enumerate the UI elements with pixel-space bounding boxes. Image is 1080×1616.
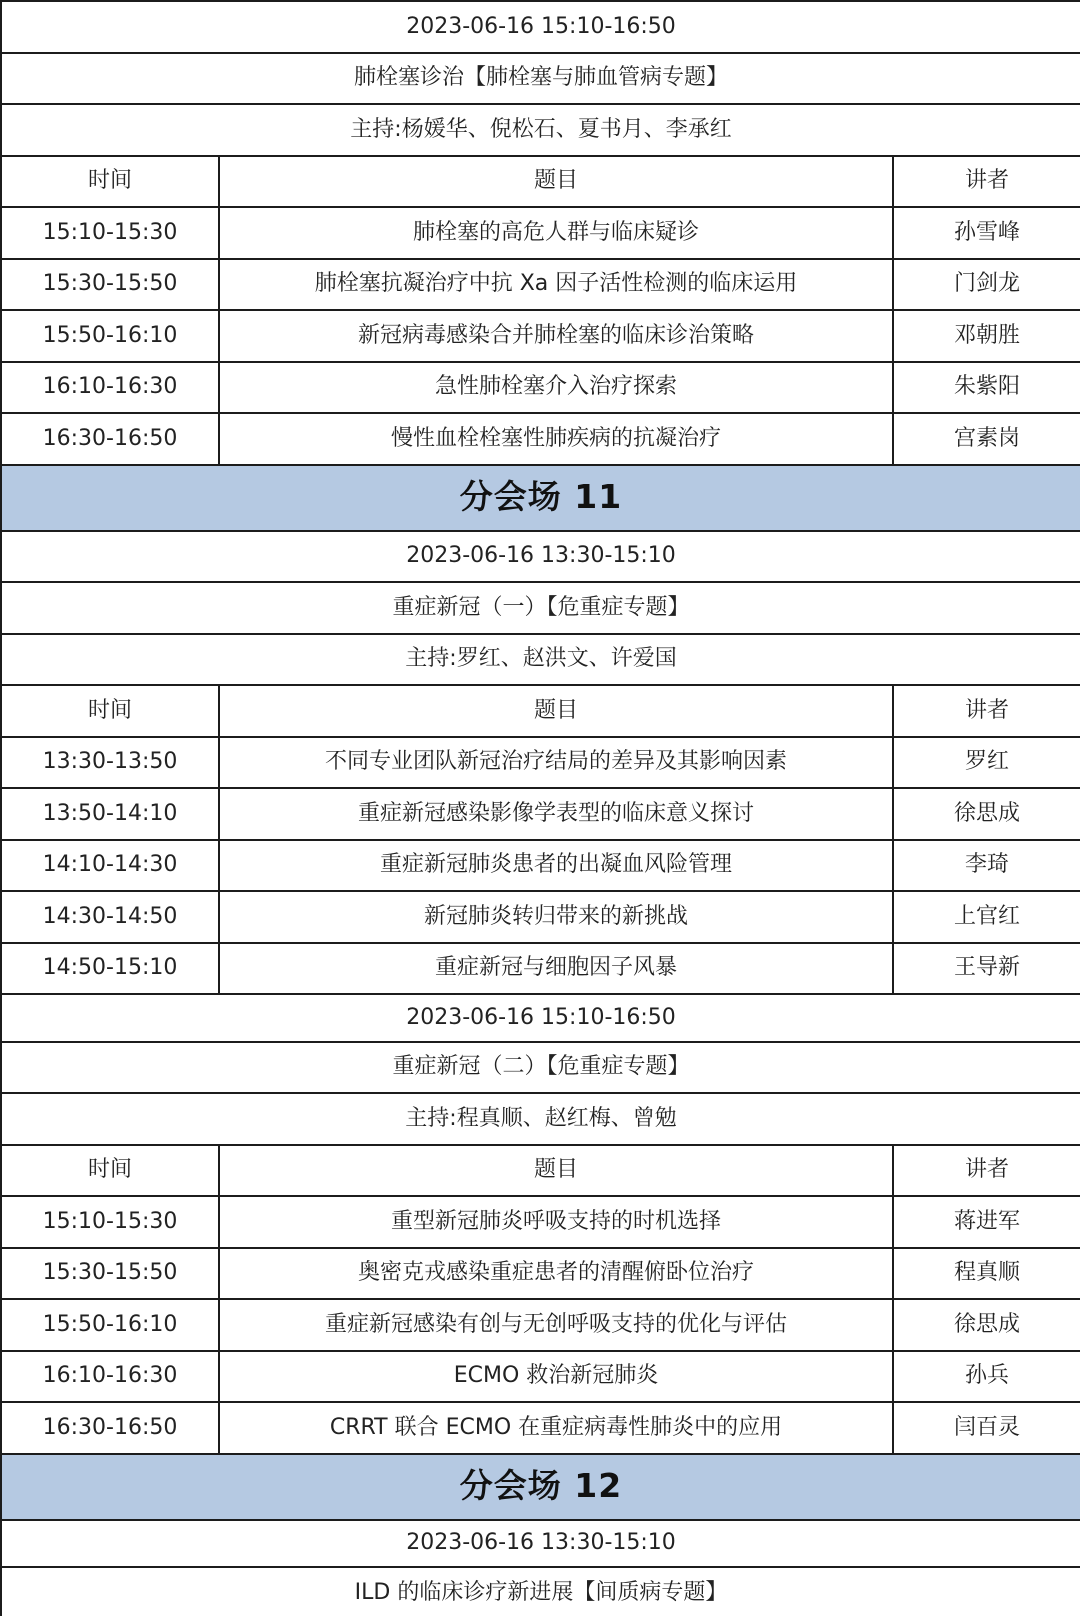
- talk-time: 16:10-16:30: [1, 1351, 219, 1403]
- talk-time: 14:10-14:30: [1, 840, 219, 892]
- talk-topic: 重型新冠肺炎呼吸支持的时机选择: [219, 1196, 893, 1248]
- session-datetime-row: [1, 531, 1080, 583]
- talk-speaker: 徐思成: [893, 1299, 1080, 1351]
- talk-speaker: 朱紫阳: [893, 362, 1080, 414]
- talk-time: 15:10-15:30: [1, 1196, 219, 1248]
- table-row: [1, 1351, 1080, 1403]
- session-datetime: 2023-06-16 13:30-15:10: [1, 531, 1080, 583]
- talk-topic: 重症新冠感染有创与无创呼吸支持的优化与评估: [219, 1299, 893, 1351]
- column-header-row: [1, 156, 1080, 208]
- talk-time: 16:10-16:30: [1, 362, 219, 414]
- talk-topic: 新冠肺炎转归带来的新挑战: [219, 891, 893, 943]
- session-title: 重症新冠（一）【危重症专题】: [1, 582, 1080, 634]
- table-row: [1, 310, 1080, 362]
- table-row: [1, 1402, 1080, 1454]
- session-title-row: [1, 53, 1080, 105]
- session-datetime: 2023-06-16 15:10-16:50: [1, 1, 1080, 53]
- table-row: [1, 259, 1080, 311]
- talk-speaker: 李琦: [893, 840, 1080, 892]
- talk-time: 15:10-15:30: [1, 207, 219, 259]
- talk-time: 15:30-15:50: [1, 1248, 219, 1300]
- table-row: [1, 943, 1080, 995]
- session-title-row: [1, 582, 1080, 634]
- session-datetime: 2023-06-16 13:30-15:10: [1, 1520, 1080, 1568]
- table-row: [1, 1248, 1080, 1300]
- table-row: [1, 840, 1080, 892]
- talk-speaker: 上官红: [893, 891, 1080, 943]
- header-time: 时间: [1, 1145, 219, 1197]
- header-time: 时间: [1, 685, 219, 737]
- talk-speaker: 宫素岗: [893, 413, 1080, 465]
- talk-topic: 不同专业团队新冠治疗结局的差异及其影响因素: [219, 737, 893, 789]
- header-topic: 题目: [219, 1145, 893, 1197]
- table-row: [1, 737, 1080, 789]
- session-title: 肺栓塞诊治【肺栓塞与肺血管病专题】: [1, 53, 1080, 105]
- talk-time: 14:30-14:50: [1, 891, 219, 943]
- table-row: [1, 362, 1080, 414]
- column-header-row: [1, 1145, 1080, 1197]
- session-hosts: 主持:罗红、赵洪文、许爱国: [1, 634, 1080, 686]
- talk-speaker: 闫百灵: [893, 1402, 1080, 1454]
- talk-topic: 重症新冠肺炎患者的出凝血风险管理: [219, 840, 893, 892]
- talk-time: 15:50-16:10: [1, 310, 219, 362]
- table-row: [1, 1299, 1080, 1351]
- talk-topic: 重症新冠与细胞因子风暴: [219, 943, 893, 995]
- talk-topic: 急性肺栓塞介入治疗探索: [219, 362, 893, 414]
- session-title-row: [1, 1567, 1080, 1616]
- talk-topic: 慢性血栓栓塞性肺疾病的抗凝治疗: [219, 413, 893, 465]
- talk-speaker: 孙兵: [893, 1351, 1080, 1403]
- header-speaker: 讲者: [893, 156, 1080, 208]
- table-row: [1, 207, 1080, 259]
- session-hosts: 主持:杨媛华、倪松石、夏书月、李承红: [1, 104, 1080, 156]
- talk-topic: 新冠病毒感染合并肺栓塞的临床诊治策略: [219, 310, 893, 362]
- session-hosts: 主持:程真顺、赵红梅、曾勉: [1, 1093, 1080, 1145]
- session-title-row: [1, 1042, 1080, 1094]
- talk-speaker: 徐思成: [893, 788, 1080, 840]
- talk-time: 15:30-15:50: [1, 259, 219, 311]
- column-header-row: [1, 685, 1080, 737]
- session-datetime-row: [1, 1520, 1080, 1568]
- talk-topic: 肺栓塞的高危人群与临床疑诊: [219, 207, 893, 259]
- session-hosts-row: [1, 634, 1080, 686]
- talk-topic: 肺栓塞抗凝治疗中抗 Xa 因子活性检测的临床运用: [219, 259, 893, 311]
- talk-topic: 奥密克戎感染重症患者的清醒俯卧位治疗: [219, 1248, 893, 1300]
- venue-title: 分会场 11: [1, 465, 1080, 531]
- talk-speaker: 罗红: [893, 737, 1080, 789]
- table-row: [1, 1196, 1080, 1248]
- talk-topic: ECMO 救治新冠肺炎: [219, 1351, 893, 1403]
- talk-time: 16:30-16:50: [1, 1402, 219, 1454]
- session-datetime-row: [1, 994, 1080, 1042]
- talk-speaker: 程真顺: [893, 1248, 1080, 1300]
- talk-topic: CRRT 联合 ECMO 在重症病毒性肺炎中的应用: [219, 1402, 893, 1454]
- table-row: [1, 413, 1080, 465]
- table-row: [1, 788, 1080, 840]
- table-row: [1, 891, 1080, 943]
- session-title: ILD 的临床诊疗新进展【间质病专题】: [1, 1567, 1080, 1616]
- talk-time: 16:30-16:50: [1, 413, 219, 465]
- session-hosts-row: [1, 104, 1080, 156]
- header-speaker: 讲者: [893, 685, 1080, 737]
- session-datetime: 2023-06-16 15:10-16:50: [1, 994, 1080, 1042]
- talk-time: 13:50-14:10: [1, 788, 219, 840]
- session-datetime-row: [1, 1, 1080, 53]
- talk-speaker: 邓朝胜: [893, 310, 1080, 362]
- talk-speaker: 王导新: [893, 943, 1080, 995]
- talk-time: 13:30-13:50: [1, 737, 219, 789]
- talk-time: 15:50-16:10: [1, 1299, 219, 1351]
- session-title: 重症新冠（二）【危重症专题】: [1, 1042, 1080, 1094]
- talk-speaker: 孙雪峰: [893, 207, 1080, 259]
- venue-band: [1, 1454, 1080, 1520]
- venue-title: 分会场 12: [1, 1454, 1080, 1520]
- header-speaker: 讲者: [893, 1145, 1080, 1197]
- header-topic: 题目: [219, 685, 893, 737]
- talk-speaker: 门剑龙: [893, 259, 1080, 311]
- session-hosts-row: [1, 1093, 1080, 1145]
- talk-time: 14:50-15:10: [1, 943, 219, 995]
- venue-band: [1, 465, 1080, 531]
- header-topic: 题目: [219, 156, 893, 208]
- header-time: 时间: [1, 156, 219, 208]
- talk-speaker: 蒋进军: [893, 1196, 1080, 1248]
- talk-topic: 重症新冠感染影像学表型的临床意义探讨: [219, 788, 893, 840]
